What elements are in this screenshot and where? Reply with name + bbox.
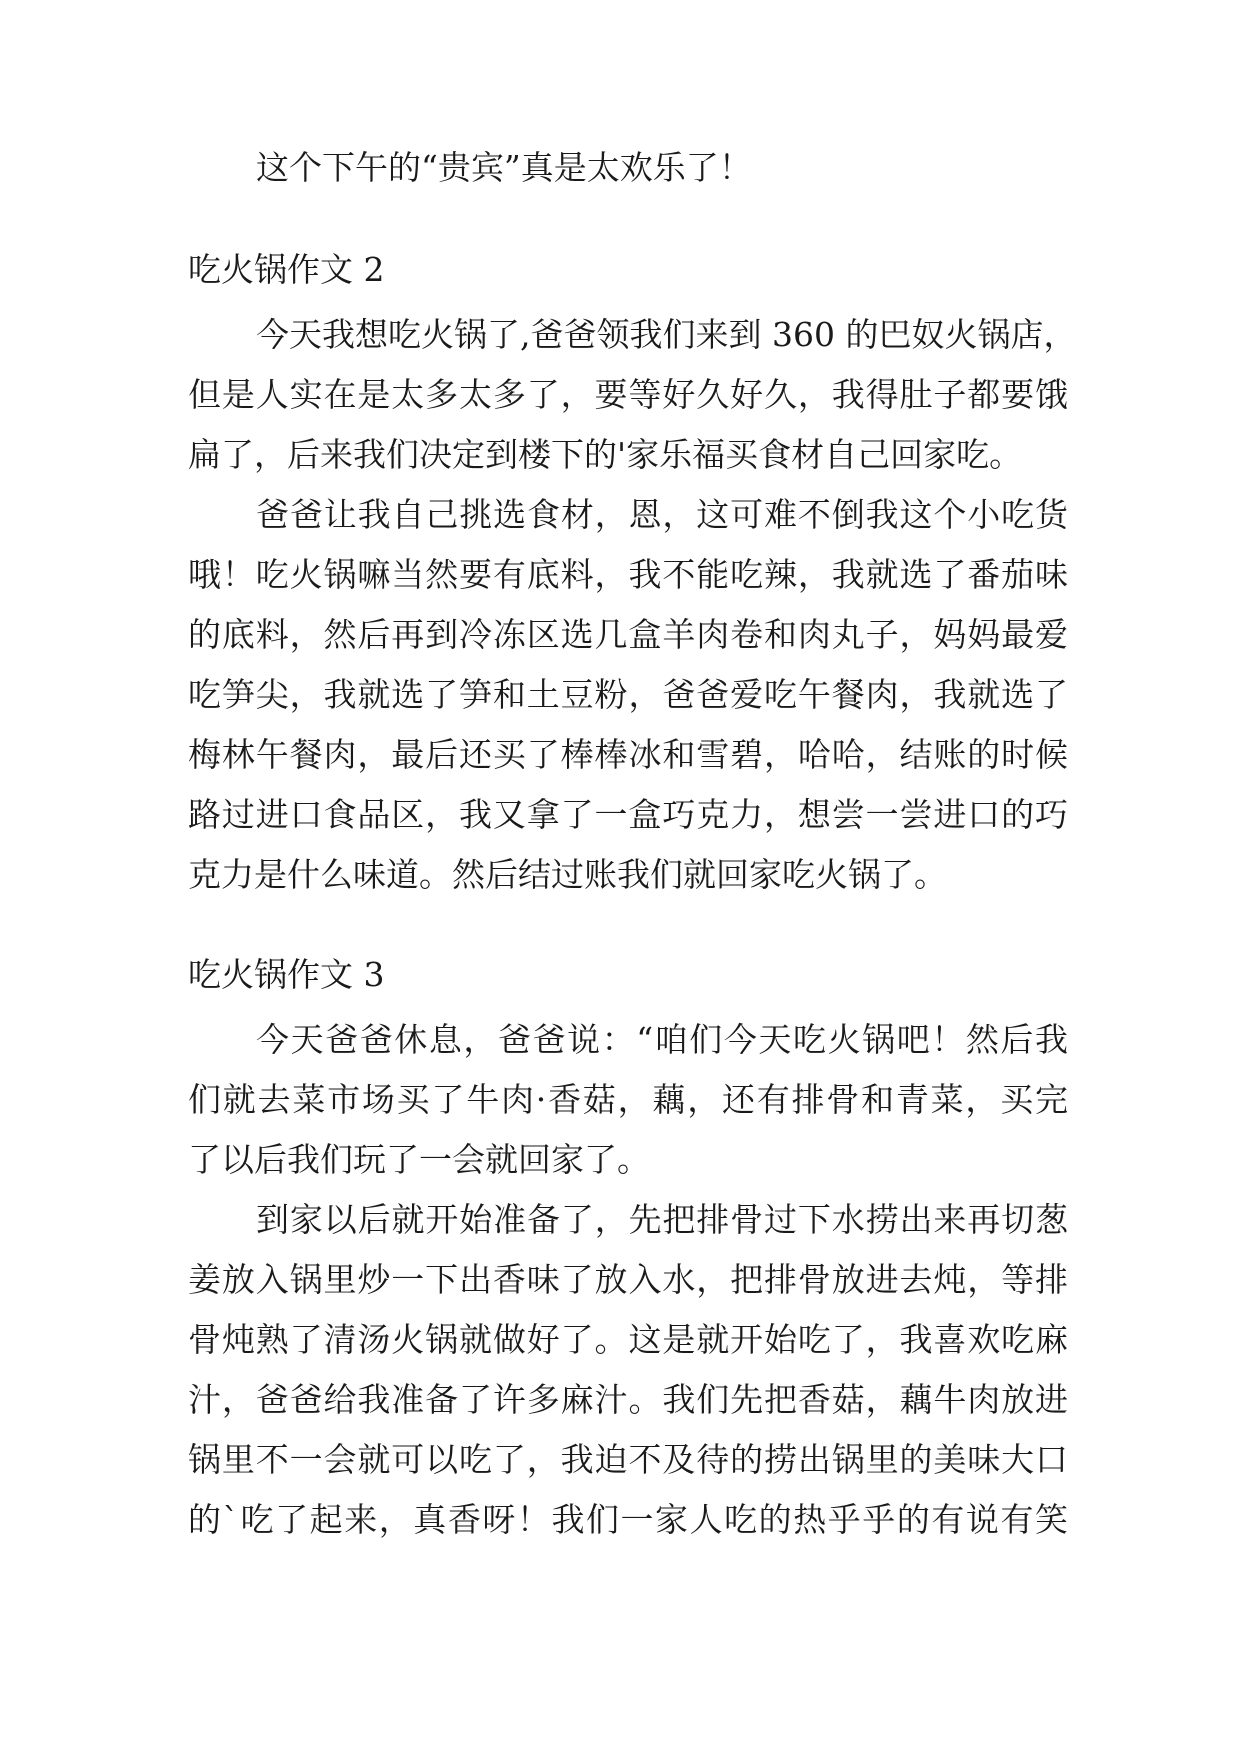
section-heading: 吃火锅作文 3	[188, 955, 385, 994]
paragraph-line: 这个下午的“贵宾”真是太欢乐了！	[256, 148, 752, 187]
paragraph-line: 爸爸让我自己挑选食材，恩，这可难不倒我这个小吃货	[256, 495, 1068, 534]
paragraph-line: 扁了，后来我们决定到楼下的'家乐福买食材自己回家吃。	[188, 435, 1023, 474]
paragraph-line: 的`吃了起来，真香呀！我们一家人吃的热乎乎的有说有笑	[188, 1500, 1068, 1539]
paragraph-line: 梅林午餐肉，最后还买了棒棒冰和雪碧，哈哈，结账的时候	[188, 735, 1068, 774]
paragraph-line: 的底料，然后再到冷冻区选几盒羊肉卷和肉丸子，妈妈最爱	[188, 615, 1068, 654]
paragraph-line: 锅里不一会就可以吃了，我迫不及待的捞出锅里的美味大口	[188, 1440, 1068, 1479]
paragraph-line: 今天爸爸休息，爸爸说：“咱们今天吃火锅吧！然后我	[256, 1020, 1068, 1059]
paragraph-line: 了以后我们玩了一会就回家了。	[188, 1140, 650, 1179]
paragraph-line: 们就去菜市场买了牛肉·香菇，藕，还有排骨和青菜，买完	[188, 1080, 1068, 1119]
paragraph-line: 但是人实在是太多太多了，要等好久好久，我得肚子都要饿	[188, 375, 1068, 414]
paragraph-line: 姜放入锅里炒一下出香味了放入水，把排骨放进去炖，等排	[188, 1260, 1068, 1299]
paragraph-line: 哦！吃火锅嘛当然要有底料，我不能吃辣，我就选了番茄味	[188, 555, 1068, 594]
paragraph-line: 汁，爸爸给我准备了许多麻汁。我们先把香菇，藕牛肉放进	[188, 1380, 1068, 1419]
paragraph-line: 克力是什么味道。然后结过账我们就回家吃火锅了。	[188, 855, 947, 894]
paragraph-line: 今天我想吃火锅了,爸爸领我们来到 360 的巴奴火锅店，	[256, 315, 1077, 354]
paragraph-line: 骨炖熟了清汤火锅就做好了。这是就开始吃了，我喜欢吃麻	[188, 1320, 1068, 1359]
paragraph-line: 吃笋尖，我就选了笋和土豆粉，爸爸爱吃午餐肉，我就选了	[188, 675, 1068, 714]
section-heading: 吃火锅作文 2	[188, 250, 385, 289]
paragraph-line: 到家以后就开始准备了，先把排骨过下水捞出来再切葱	[256, 1200, 1068, 1239]
paragraph-line: 路过进口食品区，我又拿了一盒巧克力，想尝一尝进口的巧	[188, 795, 1068, 834]
